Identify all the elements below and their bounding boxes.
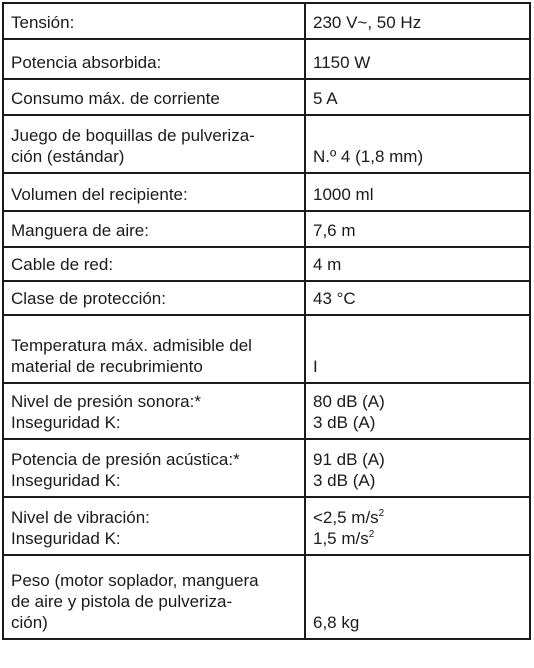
label-cell — [3, 383, 305, 439]
row-sound-pressure — [3, 383, 530, 439]
row-acoustic-power — [3, 439, 530, 497]
label-cell — [3, 439, 305, 497]
value-cell — [305, 115, 530, 173]
label-text: Clase de protección: — [11, 289, 166, 308]
label-text: ción) — [11, 613, 48, 632]
label-text: Manguera de aire: — [11, 221, 149, 240]
value-text: 43 °C — [313, 289, 356, 308]
label-cell — [3, 79, 305, 115]
value-cell — [305, 555, 530, 639]
value-cell — [305, 3, 530, 39]
exponent: 2 — [368, 529, 375, 540]
row-air-hose — [3, 211, 530, 247]
value-text: N.º 4 (1,8 mm) — [313, 147, 424, 166]
label-text: Temperatura máx. admisible del — [11, 336, 252, 355]
label-text: Potencia de presión acústica:* — [11, 450, 240, 469]
value-text: 80 dB (A) — [313, 392, 385, 411]
value-cell — [305, 383, 530, 439]
label-text: Nivel de presión sonora:* — [11, 392, 201, 411]
row-weight — [3, 555, 530, 639]
value-line — [313, 528, 523, 549]
row-power-input — [3, 39, 530, 79]
label-text: Volumen del recipiente: — [11, 185, 188, 204]
value-text: 1000 ml — [313, 185, 374, 204]
value-cell — [305, 247, 530, 281]
label-text: material de recubrimiento — [11, 357, 203, 376]
value-text: <2,5 m/s — [313, 508, 379, 527]
row-vibration — [3, 497, 530, 555]
label-cell — [3, 247, 305, 281]
label-cell — [3, 173, 305, 211]
value-text: 4 m — [313, 255, 342, 274]
row-voltage — [3, 3, 530, 39]
value-line — [313, 507, 523, 528]
label-text: Inseguridad K: — [11, 471, 121, 490]
label-text: Consumo máx. de corriente — [11, 89, 220, 108]
label-text: Inseguridad K: — [11, 529, 121, 548]
value-text: 91 dB (A) — [313, 450, 385, 469]
value-text: 6,8 kg — [313, 613, 360, 632]
technical-data-table — [2, 2, 531, 640]
row-max-temperature — [3, 315, 530, 383]
value-cell — [305, 173, 530, 211]
value-text: 3 dB (A) — [313, 471, 376, 490]
value-cell — [305, 315, 530, 383]
row-max-current — [3, 79, 530, 115]
value-text: 1,5 m/s — [313, 529, 369, 548]
row-power-cable — [3, 247, 530, 281]
value-text: I — [313, 357, 318, 376]
value-cell — [305, 211, 530, 247]
value-text: 3 dB (A) — [313, 413, 376, 432]
label-text: Inseguridad K: — [11, 413, 121, 432]
label-text: ción (estándar) — [11, 147, 125, 166]
value-cell — [305, 39, 530, 79]
label-text: Peso (motor soplador, manguera — [11, 571, 259, 590]
label-text: Juego de boquillas de pulveriza- — [11, 126, 255, 145]
label-cell — [3, 115, 305, 173]
row-container-volume — [3, 173, 530, 211]
value-cell — [305, 439, 530, 497]
label-text: de aire y pistola de pulveriza- — [11, 592, 233, 611]
value-cell — [305, 281, 530, 315]
label-cell — [3, 497, 305, 555]
value-text: 230 V~, 50 Hz — [313, 13, 422, 32]
exponent: 2 — [378, 508, 385, 519]
label-text: Nivel de vibración: — [11, 508, 150, 527]
value-text: 7,6 m — [313, 221, 356, 240]
label-cell — [3, 211, 305, 247]
value-cell — [305, 79, 530, 115]
label-cell — [3, 39, 305, 79]
row-nozzle-set — [3, 115, 530, 173]
label-cell — [3, 315, 305, 383]
row-protection-class — [3, 281, 530, 315]
label-cell — [3, 281, 305, 315]
label-cell — [3, 3, 305, 39]
label-text: Tensión: — [11, 13, 75, 32]
label-text: Potencia absorbida: — [11, 53, 162, 72]
value-text: 5 A — [313, 89, 338, 108]
value-cell — [305, 497, 530, 555]
label-text: Cable de red: — [11, 255, 114, 274]
value-text: 1150 W — [313, 53, 371, 72]
label-cell — [3, 555, 305, 639]
